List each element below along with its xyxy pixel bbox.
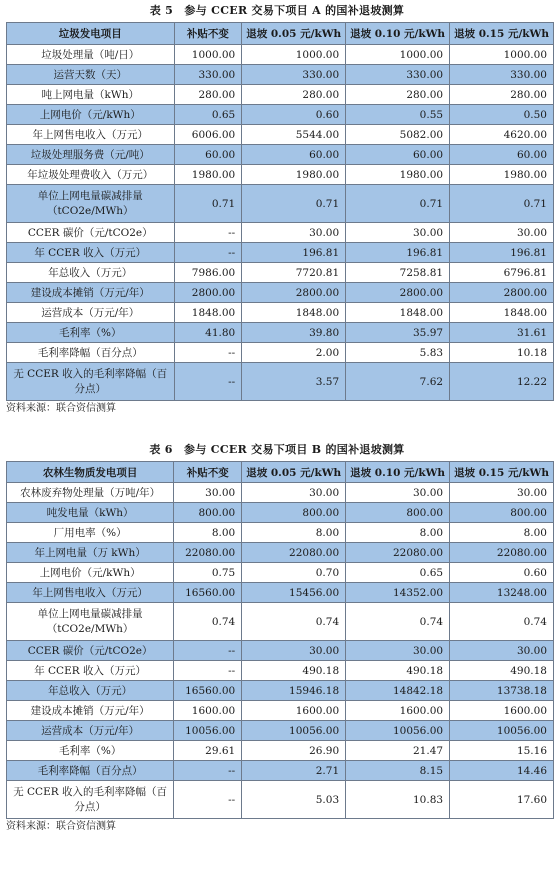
table-cell: 2.71 — [242, 761, 346, 781]
table-cell: 6006.00 — [174, 125, 242, 145]
column-header: 退坡 0.15 元/kWh — [450, 23, 554, 45]
column-header: 退坡 0.10 元/kWh — [346, 23, 450, 45]
table-cell: 60.00 — [174, 145, 242, 165]
table-cell: 41.80 — [174, 323, 242, 343]
table-cell: 0.71 — [174, 185, 242, 223]
table-cell: 280.00 — [242, 85, 346, 105]
table-cell: 30.00 — [242, 483, 346, 503]
table-row — [7, 781, 554, 819]
table-row — [7, 363, 554, 401]
column-header: 补贴不变 — [174, 462, 242, 483]
table-cell: 35.97 — [346, 323, 450, 343]
table-cell: 14842.18 — [346, 681, 450, 701]
table-cell: 7720.81 — [242, 263, 346, 283]
row-label: 毛利率降幅（百分点） — [7, 761, 174, 781]
table-row — [7, 243, 554, 263]
table-cell: 280.00 — [450, 85, 554, 105]
table-cell: 330.00 — [450, 65, 554, 85]
table-cell: 3.57 — [242, 363, 346, 401]
table-cell: 15.16 — [450, 741, 554, 761]
table-row — [7, 223, 554, 243]
table-cell: 0.55 — [346, 105, 450, 125]
table-cell: -- — [174, 781, 242, 819]
row-label: 运营天数（天） — [7, 65, 175, 85]
table-cell: 490.18 — [450, 661, 554, 681]
table-cell: 60.00 — [346, 145, 450, 165]
table-cell: 1000.00 — [346, 45, 450, 65]
table-row — [7, 661, 554, 681]
table-cell: 10056.00 — [242, 721, 346, 741]
table-cell: 1980.00 — [174, 165, 242, 185]
table-cell: 13248.00 — [450, 583, 554, 603]
header-row — [7, 462, 554, 483]
table-cell: 16560.00 — [174, 681, 242, 701]
table-cell: 1980.00 — [450, 165, 554, 185]
table-row — [7, 603, 554, 641]
table-row — [7, 65, 554, 85]
table-row — [7, 125, 554, 145]
table-cell: 30.00 — [174, 483, 242, 503]
table-cell: 0.65 — [174, 105, 242, 125]
table-row — [7, 503, 554, 523]
table-row — [7, 543, 554, 563]
table-cell: -- — [174, 641, 242, 661]
table-cell: 1600.00 — [174, 701, 242, 721]
table-cell: 31.61 — [450, 323, 554, 343]
table-cell: 5082.00 — [346, 125, 450, 145]
table-row — [7, 583, 554, 603]
table-cell: 1000.00 — [242, 45, 346, 65]
table-row — [7, 263, 554, 283]
table-cell: 0.70 — [242, 563, 346, 583]
table-cell: 7258.81 — [346, 263, 450, 283]
row-label: 垃圾处理服务费（元/吨） — [7, 145, 175, 165]
table-row — [7, 483, 554, 503]
table-cell: 0.71 — [450, 185, 554, 223]
table-cell: 330.00 — [242, 65, 346, 85]
row-label: 厂用电率（%） — [7, 523, 174, 543]
row-label: 年 CCER 收入（万元） — [7, 243, 175, 263]
table-cell: 196.81 — [346, 243, 450, 263]
table-cell: 16560.00 — [174, 583, 242, 603]
table5 — [6, 22, 554, 401]
table-row — [7, 85, 554, 105]
table-cell: 1980.00 — [346, 165, 450, 185]
table-cell: 8.15 — [346, 761, 450, 781]
table-cell: 10056.00 — [174, 721, 242, 741]
row-label: 年垃圾处理费收入（万元） — [7, 165, 175, 185]
table-cell: 29.61 — [174, 741, 242, 761]
table-cell: 2800.00 — [242, 283, 346, 303]
table-cell: 5.03 — [242, 781, 346, 819]
row-label: 农林废弃物处理量（万吨/年） — [7, 483, 174, 503]
table-cell: 30.00 — [242, 223, 346, 243]
table-cell: -- — [174, 343, 242, 363]
row-label: 单位上网电量碳减排量（tCO2e/MWh） — [7, 185, 175, 223]
row-label: 毛利率（%） — [7, 323, 175, 343]
table-cell: 15456.00 — [242, 583, 346, 603]
table-cell: 0.74 — [450, 603, 554, 641]
table-cell: 490.18 — [346, 661, 450, 681]
table-row — [7, 563, 554, 583]
table-cell: 15946.18 — [242, 681, 346, 701]
table-cell: 0.71 — [346, 185, 450, 223]
table-cell: -- — [174, 761, 242, 781]
row-label: 上网电价（元/kWh） — [7, 105, 175, 125]
row-label: 运营成本（万元/年） — [7, 721, 174, 741]
table-cell: 800.00 — [242, 503, 346, 523]
table5-caption: 表 5 参与 CCER 交易下项目 A 的国补退坡测算 — [149, 4, 405, 17]
table-cell: 2.00 — [242, 343, 346, 363]
table-cell: 0.74 — [242, 603, 346, 641]
table-cell: -- — [174, 243, 242, 263]
table-cell: 30.00 — [450, 223, 554, 243]
table-cell: 21.47 — [346, 741, 450, 761]
table-cell: 39.80 — [242, 323, 346, 343]
table-cell: 14.46 — [450, 761, 554, 781]
table-cell: 1600.00 — [242, 701, 346, 721]
table-cell: 0.65 — [346, 563, 450, 583]
table-cell: 280.00 — [174, 85, 242, 105]
table-row — [7, 303, 554, 323]
table-row — [7, 185, 554, 223]
column-header: 退坡 0.05 元/kWh — [242, 23, 346, 45]
table-cell: 8.00 — [174, 523, 242, 543]
column-header: 退坡 0.05 元/kWh — [242, 462, 346, 483]
table-cell: 60.00 — [242, 145, 346, 165]
table-row — [7, 721, 554, 741]
table-row — [7, 641, 554, 661]
table-cell: 6796.81 — [450, 263, 554, 283]
row-label: 毛利率降幅（百分点） — [7, 343, 175, 363]
table-cell: 800.00 — [346, 503, 450, 523]
table-row — [7, 45, 554, 65]
table-cell: 30.00 — [346, 223, 450, 243]
row-label: CCER 碳价（元/tCO2e） — [7, 223, 175, 243]
table-cell: 10.18 — [450, 343, 554, 363]
row-label: 无 CCER 收入的毛利率降幅（百分点） — [7, 363, 175, 401]
table-cell: 13738.18 — [450, 681, 554, 701]
row-label: 单位上网电量碳减排量（tCO2e/MWh） — [7, 603, 174, 641]
table-cell: -- — [174, 363, 242, 401]
table-cell: 30.00 — [242, 641, 346, 661]
table-cell: 800.00 — [174, 503, 242, 523]
row-label: CCER 碳价（元/tCO2e） — [7, 641, 174, 661]
table-cell: 14352.00 — [346, 583, 450, 603]
table-cell: 2800.00 — [450, 283, 554, 303]
row-label: 无 CCER 收入的毛利率降幅（百分点） — [7, 781, 174, 819]
table-cell: 10.83 — [346, 781, 450, 819]
row-label: 年上网售电收入（万元） — [7, 583, 174, 603]
table6 — [6, 461, 554, 819]
table-cell: 1848.00 — [346, 303, 450, 323]
table-cell: 2800.00 — [174, 283, 242, 303]
table-cell: 0.60 — [242, 105, 346, 125]
table-cell: 22080.00 — [242, 543, 346, 563]
table-cell: 1848.00 — [450, 303, 554, 323]
table-cell: 60.00 — [450, 145, 554, 165]
table-cell: 4620.00 — [450, 125, 554, 145]
table-cell: 5.83 — [346, 343, 450, 363]
row-label: 吨上网电量（kWh） — [7, 85, 175, 105]
table-cell: 17.60 — [450, 781, 554, 819]
table-cell: 0.75 — [174, 563, 242, 583]
table-cell: 330.00 — [346, 65, 450, 85]
table-row — [7, 701, 554, 721]
column-header: 垃圾发电项目 — [7, 23, 175, 45]
table-cell: 8.00 — [242, 523, 346, 543]
table-cell: -- — [174, 223, 242, 243]
table-row — [7, 323, 554, 343]
row-label: 吨发电量（kWh） — [7, 503, 174, 523]
header-row — [7, 23, 554, 45]
row-label: 年 CCER 收入（万元） — [7, 661, 174, 681]
table-cell: 8.00 — [346, 523, 450, 543]
table-cell: 0.71 — [242, 185, 346, 223]
column-header: 退坡 0.15 元/kWh — [450, 462, 554, 483]
row-label: 建设成本摊销（万元/年） — [7, 283, 175, 303]
row-label: 上网电价（元/kWh） — [7, 563, 174, 583]
row-label: 年总收入（万元） — [7, 681, 174, 701]
table-cell: 5544.00 — [242, 125, 346, 145]
table-cell: 196.81 — [242, 243, 346, 263]
table-row — [7, 145, 554, 165]
table-cell: 1848.00 — [174, 303, 242, 323]
column-header: 农林生物质发电项目 — [7, 462, 174, 483]
table-cell: 26.90 — [242, 741, 346, 761]
table6-source: 资料来源：联合资信测算 — [6, 821, 116, 832]
table-cell: 1000.00 — [450, 45, 554, 65]
table-row — [7, 761, 554, 781]
column-header: 退坡 0.10 元/kWh — [346, 462, 450, 483]
table-cell: 8.00 — [450, 523, 554, 543]
table-cell: 0.74 — [174, 603, 242, 641]
table-row — [7, 741, 554, 761]
table-cell: 196.81 — [450, 243, 554, 263]
table-row — [7, 523, 554, 543]
row-label: 建设成本摊销（万元/年） — [7, 701, 174, 721]
table-cell: 22080.00 — [450, 543, 554, 563]
table-cell: 1600.00 — [450, 701, 554, 721]
table-cell: 0.60 — [450, 563, 554, 583]
table-cell: 2800.00 — [346, 283, 450, 303]
table-cell: -- — [174, 661, 242, 681]
table-cell: 30.00 — [346, 483, 450, 503]
table-cell: 22080.00 — [346, 543, 450, 563]
row-label: 垃圾处理量（吨/日） — [7, 45, 175, 65]
table-cell: 1000.00 — [174, 45, 242, 65]
row-label: 毛利率（%） — [7, 741, 174, 761]
table-cell: 1980.00 — [242, 165, 346, 185]
table-row — [7, 681, 554, 701]
table-cell: 10056.00 — [346, 721, 450, 741]
row-label: 年上网售电收入（万元） — [7, 125, 175, 145]
table-row — [7, 105, 554, 125]
column-header: 补贴不变 — [174, 23, 242, 45]
table-row — [7, 283, 554, 303]
table-row — [7, 343, 554, 363]
table-cell: 7986.00 — [174, 263, 242, 283]
table6-caption: 表 6 参与 CCER 交易下项目 B 的国补退坡测算 — [149, 443, 405, 456]
table-cell: 22080.00 — [174, 543, 242, 563]
table-row — [7, 165, 554, 185]
table-cell: 30.00 — [450, 641, 554, 661]
table5-source: 资料来源：联合资信测算 — [6, 403, 116, 414]
table-cell: 0.50 — [450, 105, 554, 125]
table-cell: 12.22 — [450, 363, 554, 401]
table-cell: 490.18 — [242, 661, 346, 681]
table-cell: 1600.00 — [346, 701, 450, 721]
table-cell: 7.62 — [346, 363, 450, 401]
table-cell: 0.74 — [346, 603, 450, 641]
table-cell: 330.00 — [174, 65, 242, 85]
table-cell: 800.00 — [450, 503, 554, 523]
table-cell: 1848.00 — [242, 303, 346, 323]
row-label: 年总收入（万元） — [7, 263, 175, 283]
row-label: 年上网电量（万 kWh） — [7, 543, 174, 563]
table-cell: 30.00 — [450, 483, 554, 503]
table-cell: 10056.00 — [450, 721, 554, 741]
row-label: 运营成本（万元/年） — [7, 303, 175, 323]
table-cell: 280.00 — [346, 85, 450, 105]
table-cell: 30.00 — [346, 641, 450, 661]
